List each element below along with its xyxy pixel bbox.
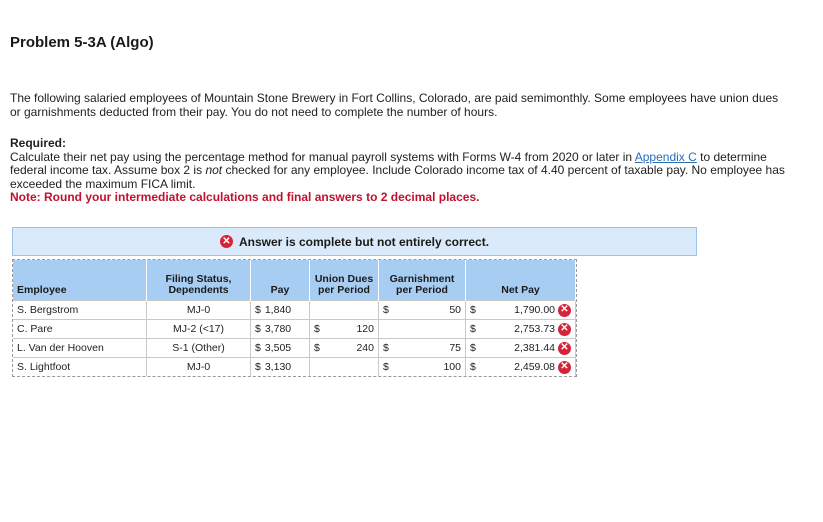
union-dues-cell[interactable] <box>310 301 379 320</box>
payroll-table <box>12 259 577 377</box>
garnishment-cell-value: 75 <box>449 342 461 354</box>
header-employee: Employee <box>13 260 147 301</box>
employee-name: L. Van der Hooven <box>13 339 147 358</box>
garnishment-cell-value: 100 <box>443 361 461 373</box>
table-row <box>13 320 576 339</box>
currency-symbol: $ <box>255 323 261 335</box>
net-pay-cell[interactable] <box>466 358 576 377</box>
garnishment-cell[interactable] <box>379 301 466 320</box>
incorrect-x-icon: ✕ <box>558 304 571 317</box>
table-row <box>13 301 576 320</box>
incorrect-x-icon: ✕ <box>558 342 571 355</box>
currency-symbol: $ <box>255 342 261 354</box>
currency-symbol: $ <box>383 342 389 354</box>
net-pay-value: 2,753.73 <box>514 323 555 335</box>
header-union-dues: Union Dues per Period <box>310 260 379 301</box>
net-pay-value: 2,381.44 <box>514 342 555 354</box>
required-text-2: to determine federal income tax. Assume box 2 is <box>10 149 767 177</box>
header-filing-status: Filing Status, Dependents <box>147 260 251 301</box>
currency-symbol: $ <box>470 342 476 354</box>
currency-symbol: $ <box>470 323 476 335</box>
union-dues-cell[interactable] <box>310 339 379 358</box>
garnishment-cell[interactable] <box>379 339 466 358</box>
union-dues-cell-value: 240 <box>356 342 374 354</box>
union-dues-cell[interactable] <box>310 358 379 377</box>
answer-status-banner <box>12 227 697 256</box>
required-text-1: Calculate their net pay using the percentage method for manual payroll systems with Forms W-4 from 2020 or later in <box>10 149 635 164</box>
problem-intro: The following salaried employees of Mountain Stone Brewery in Fort Collins, Colorado, are paid semimonthly. Some employees have union dues or garnishments deducted from their pay. You do not need to complete the number of hours. <box>10 91 779 119</box>
currency-symbol: $ <box>314 342 320 354</box>
appendix-c-link[interactable]: Appendix C <box>634 149 697 164</box>
pay-cell <box>251 358 310 377</box>
currency-symbol: $ <box>255 361 261 373</box>
filing-status: MJ-0 <box>147 301 251 320</box>
currency-symbol: $ <box>383 304 389 316</box>
incorrect-x-icon: ✕ <box>558 361 571 374</box>
garnishment-cell-value: 50 <box>449 304 461 316</box>
required-text-3: checked for any employee. Include Colorado income tax of 4.40 percent of taxable pay. No employee has exceeded the maximum FICA limit. <box>10 163 785 191</box>
pay-value: 3,505 <box>264 342 292 354</box>
currency-symbol: $ <box>470 361 476 373</box>
net-pay-cell[interactable] <box>466 339 576 358</box>
currency-symbol: $ <box>314 323 320 335</box>
answer-status-text: Answer is complete but not entirely correct. <box>238 234 490 249</box>
header-net-pay: Net Pay <box>466 260 576 301</box>
garnishment-cell[interactable] <box>379 358 466 377</box>
pay-value: 1,840 <box>264 304 292 316</box>
page-title: Problem 5-3A (Algo) <box>10 34 154 51</box>
net-pay-cell[interactable] <box>466 301 576 320</box>
pay-cell <box>251 320 310 339</box>
table-row <box>13 339 576 358</box>
table-row <box>13 358 576 377</box>
union-dues-cell-value: 120 <box>356 323 374 335</box>
employee-name: C. Pare <box>13 320 147 339</box>
pay-value: 3,130 <box>264 361 292 373</box>
union-dues-cell[interactable] <box>310 320 379 339</box>
currency-symbol: $ <box>255 304 261 316</box>
currency-symbol: $ <box>383 361 389 373</box>
header-garnishment: Garnishment per Period <box>379 260 466 301</box>
rounding-note: Note: Round your intermediate calculations and final answers to 2 decimal places. <box>10 190 480 204</box>
net-pay-cell[interactable] <box>466 320 576 339</box>
x-circle-icon: ✕ <box>220 235 233 248</box>
pay-value: 3,780 <box>264 323 292 335</box>
net-pay-value: 2,459.08 <box>514 361 555 373</box>
employee-name: S. Lightfoot <box>13 358 147 377</box>
filing-status: MJ-0 <box>147 358 251 377</box>
required-emphasis: not <box>205 163 223 177</box>
filing-status: S-1 (Other) <box>147 339 251 358</box>
header-pay: Pay <box>251 260 310 301</box>
filing-status: MJ-2 (<17) <box>147 320 251 339</box>
required-heading: Required: <box>10 136 67 150</box>
pay-cell <box>251 339 310 358</box>
currency-symbol: $ <box>470 304 476 316</box>
required-section <box>10 137 800 205</box>
net-pay-value: 1,790.00 <box>514 304 555 316</box>
pay-cell <box>251 301 310 320</box>
incorrect-x-icon: ✕ <box>558 323 571 336</box>
employee-name: S. Bergstrom <box>13 301 147 320</box>
garnishment-cell[interactable] <box>379 320 466 339</box>
